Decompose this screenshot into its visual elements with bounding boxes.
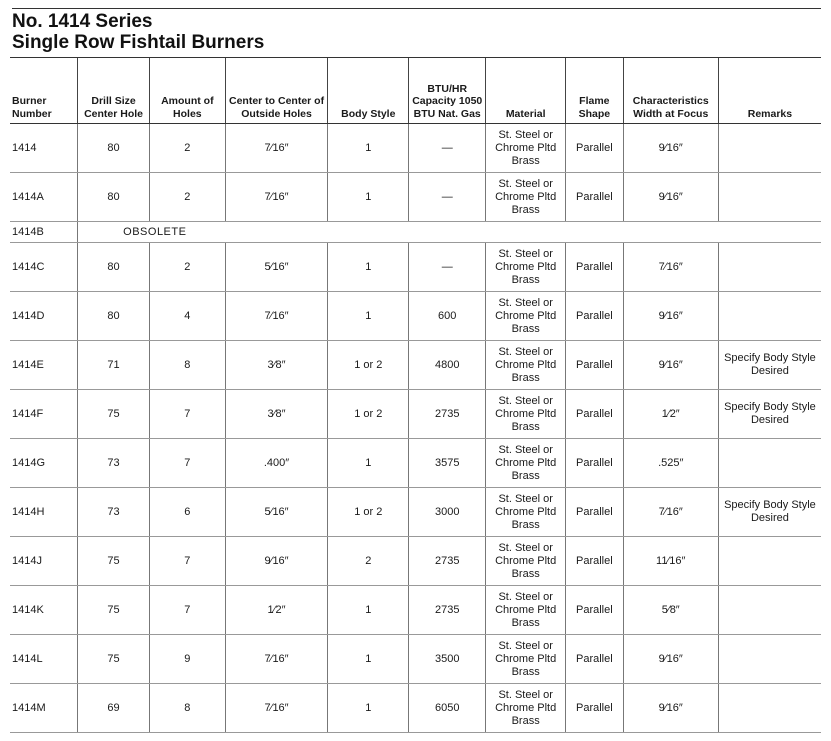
cell-flame-shape: Parallel bbox=[566, 292, 623, 341]
cell-btu-capacity: — bbox=[409, 124, 486, 173]
cell-flame-shape: Parallel bbox=[566, 173, 623, 222]
cell-center-to-center: 9⁄16″ bbox=[225, 537, 328, 586]
header-btu: BTU/HR Capacity 1050 BTU Nat. Gas bbox=[409, 58, 486, 124]
header-amount-holes: Amount of Holes bbox=[149, 58, 225, 124]
cell-remarks: Specify Body Style Desired bbox=[718, 390, 821, 439]
cell-amount-holes: 6 bbox=[149, 488, 225, 537]
cell-drill-size: 80 bbox=[78, 292, 150, 341]
cell-material: St. Steel or Chrome Pltd Brass bbox=[486, 537, 566, 586]
cell-burner-number: 1414F bbox=[10, 390, 78, 439]
cell-material: St. Steel or Chrome Pltd Brass bbox=[486, 173, 566, 222]
header-width-focus: Characteristics Width at Focus bbox=[623, 58, 718, 124]
cell-amount-holes: 8 bbox=[149, 684, 225, 733]
cell-body-style: 1 bbox=[328, 439, 409, 488]
cell-flame-shape: Parallel bbox=[566, 390, 623, 439]
cell-body-style: 1 bbox=[328, 586, 409, 635]
cell-burner-number: 1414L bbox=[10, 635, 78, 684]
cell-body-style: 1 bbox=[328, 124, 409, 173]
cell-width-at-focus: 1⁄2″ bbox=[623, 390, 718, 439]
cell-amount-holes: 7 bbox=[149, 439, 225, 488]
cell-body-style: 1 or 2 bbox=[328, 390, 409, 439]
cell-width-at-focus: 11⁄16″ bbox=[623, 537, 718, 586]
cell-drill-size: 80 bbox=[78, 173, 150, 222]
table-row bbox=[10, 173, 821, 222]
obsolete-note: OBSOLETE bbox=[78, 222, 821, 243]
cell-center-to-center: 7⁄16″ bbox=[225, 173, 328, 222]
cell-body-style: 1 or 2 bbox=[328, 488, 409, 537]
cell-body-style: 2 bbox=[328, 537, 409, 586]
cell-material: St. Steel or Chrome Pltd Brass bbox=[486, 390, 566, 439]
cell-flame-shape: Parallel bbox=[566, 439, 623, 488]
cell-drill-size: 75 bbox=[78, 390, 150, 439]
cell-drill-size: 80 bbox=[78, 124, 150, 173]
cell-material: St. Steel or Chrome Pltd Brass bbox=[486, 684, 566, 733]
cell-flame-shape: Parallel bbox=[566, 124, 623, 173]
table-row bbox=[10, 439, 821, 488]
cell-burner-number: 1414D bbox=[10, 292, 78, 341]
header-burner-number: Burner Number bbox=[10, 58, 78, 124]
cell-width-at-focus: 9⁄16″ bbox=[623, 292, 718, 341]
cell-material: St. Steel or Chrome Pltd Brass bbox=[486, 488, 566, 537]
table-row bbox=[10, 341, 821, 390]
cell-amount-holes: 2 bbox=[149, 173, 225, 222]
cell-center-to-center: 3⁄8″ bbox=[225, 341, 328, 390]
cell-drill-size: 75 bbox=[78, 537, 150, 586]
cell-amount-holes: 7 bbox=[149, 537, 225, 586]
cell-btu-capacity: 2735 bbox=[409, 390, 486, 439]
cell-burner-number: 1414B bbox=[10, 222, 78, 243]
cell-amount-holes: 2 bbox=[149, 124, 225, 173]
table-row bbox=[10, 488, 821, 537]
cell-remarks: Specify Body Style Desired bbox=[718, 341, 821, 390]
cell-amount-holes: 7 bbox=[149, 390, 225, 439]
cell-burner-number: 1414G bbox=[10, 439, 78, 488]
cell-width-at-focus: 9⁄16″ bbox=[623, 684, 718, 733]
cell-material: St. Steel or Chrome Pltd Brass bbox=[486, 243, 566, 292]
cell-body-style: 1 bbox=[328, 684, 409, 733]
cell-width-at-focus: .525″ bbox=[623, 439, 718, 488]
cell-btu-capacity: 2735 bbox=[409, 586, 486, 635]
page-title bbox=[12, 11, 264, 53]
cell-width-at-focus: 9⁄16″ bbox=[623, 173, 718, 222]
cell-material: St. Steel or Chrome Pltd Brass bbox=[486, 439, 566, 488]
header-material: Material bbox=[486, 58, 566, 124]
cell-center-to-center: 3⁄8″ bbox=[225, 390, 328, 439]
cell-body-style: 1 bbox=[328, 292, 409, 341]
cell-btu-capacity: 3500 bbox=[409, 635, 486, 684]
cell-flame-shape: Parallel bbox=[566, 537, 623, 586]
cell-body-style: 1 bbox=[328, 635, 409, 684]
cell-remarks bbox=[718, 292, 821, 341]
cell-flame-shape: Parallel bbox=[566, 341, 623, 390]
cell-burner-number: 1414H bbox=[10, 488, 78, 537]
cell-flame-shape: Parallel bbox=[566, 684, 623, 733]
cell-flame-shape: Parallel bbox=[566, 586, 623, 635]
cell-width-at-focus: 5⁄8″ bbox=[623, 586, 718, 635]
cell-btu-capacity: 2735 bbox=[409, 537, 486, 586]
cell-btu-capacity: 4800 bbox=[409, 341, 486, 390]
cell-drill-size: 71 bbox=[78, 341, 150, 390]
cell-btu-capacity: — bbox=[409, 243, 486, 292]
cell-center-to-center: 5⁄16″ bbox=[225, 243, 328, 292]
table-row bbox=[10, 390, 821, 439]
table-row bbox=[10, 586, 821, 635]
table-row bbox=[10, 124, 821, 173]
table-row bbox=[10, 635, 821, 684]
cell-width-at-focus: 9⁄16″ bbox=[623, 635, 718, 684]
header-body-style: Body Style bbox=[328, 58, 409, 124]
title-line-1: No. 1414 Series bbox=[12, 11, 153, 32]
cell-width-at-focus: 9⁄16″ bbox=[623, 124, 718, 173]
cell-material: St. Steel or Chrome Pltd Brass bbox=[486, 341, 566, 390]
title-line-2: Single Row Fishtail Burners bbox=[12, 32, 265, 53]
table-row bbox=[10, 243, 821, 292]
table-row bbox=[10, 537, 821, 586]
cell-body-style: 1 bbox=[328, 243, 409, 292]
cell-burner-number: 1414J bbox=[10, 537, 78, 586]
cell-amount-holes: 7 bbox=[149, 586, 225, 635]
cell-burner-number: 1414C bbox=[10, 243, 78, 292]
header-remarks: Remarks bbox=[718, 58, 821, 124]
cell-remarks bbox=[718, 243, 821, 292]
cell-material: St. Steel or Chrome Pltd Brass bbox=[486, 586, 566, 635]
cell-width-at-focus: 7⁄16″ bbox=[623, 488, 718, 537]
cell-flame-shape: Parallel bbox=[566, 243, 623, 292]
cell-btu-capacity: 3575 bbox=[409, 439, 486, 488]
cell-material: St. Steel or Chrome Pltd Brass bbox=[486, 124, 566, 173]
cell-remarks bbox=[718, 684, 821, 733]
cell-body-style: 1 bbox=[328, 173, 409, 222]
cell-center-to-center: 5⁄16″ bbox=[225, 488, 328, 537]
cell-amount-holes: 8 bbox=[149, 341, 225, 390]
cell-btu-capacity: 6050 bbox=[409, 684, 486, 733]
header-row bbox=[10, 58, 821, 124]
cell-burner-number: 1414M bbox=[10, 684, 78, 733]
cell-center-to-center: 7⁄16″ bbox=[225, 124, 328, 173]
table-row bbox=[10, 292, 821, 341]
cell-drill-size: 69 bbox=[78, 684, 150, 733]
cell-burner-number: 1414A bbox=[10, 173, 78, 222]
table-row bbox=[10, 684, 821, 733]
cell-remarks bbox=[718, 124, 821, 173]
cell-material: St. Steel or Chrome Pltd Brass bbox=[486, 292, 566, 341]
cell-width-at-focus: 7⁄16″ bbox=[623, 243, 718, 292]
cell-remarks bbox=[718, 586, 821, 635]
cell-center-to-center: .400″ bbox=[225, 439, 328, 488]
cell-remarks bbox=[718, 439, 821, 488]
cell-width-at-focus: 9⁄16″ bbox=[623, 341, 718, 390]
cell-btu-capacity: 600 bbox=[409, 292, 486, 341]
cell-drill-size: 75 bbox=[78, 635, 150, 684]
header-center-outside: Center to Center of Outside Holes bbox=[225, 58, 328, 124]
cell-drill-size: 75 bbox=[78, 586, 150, 635]
cell-center-to-center: 7⁄16″ bbox=[225, 684, 328, 733]
cell-burner-number: 1414K bbox=[10, 586, 78, 635]
cell-drill-size: 73 bbox=[78, 488, 150, 537]
cell-amount-holes: 2 bbox=[149, 243, 225, 292]
cell-flame-shape: Parallel bbox=[566, 488, 623, 537]
cell-remarks bbox=[718, 173, 821, 222]
cell-center-to-center: 7⁄16″ bbox=[225, 292, 328, 341]
cell-burner-number: 1414 bbox=[10, 124, 78, 173]
cell-drill-size: 80 bbox=[78, 243, 150, 292]
cell-body-style: 1 or 2 bbox=[328, 341, 409, 390]
cell-remarks bbox=[718, 635, 821, 684]
cell-burner-number: 1414E bbox=[10, 341, 78, 390]
cell-center-to-center: 1⁄2″ bbox=[225, 586, 328, 635]
cell-drill-size: 73 bbox=[78, 439, 150, 488]
top-rule bbox=[12, 8, 821, 9]
cell-flame-shape: Parallel bbox=[566, 635, 623, 684]
cell-amount-holes: 4 bbox=[149, 292, 225, 341]
table-row-obsolete bbox=[10, 222, 821, 243]
cell-btu-capacity: 3000 bbox=[409, 488, 486, 537]
header-flame-shape: Flame Shape bbox=[566, 58, 623, 124]
cell-center-to-center: 7⁄16″ bbox=[225, 635, 328, 684]
burner-spec-table bbox=[10, 57, 821, 733]
header-drill-size: Drill Size Center Hole bbox=[78, 58, 150, 124]
cell-material: St. Steel or Chrome Pltd Brass bbox=[486, 635, 566, 684]
cell-amount-holes: 9 bbox=[149, 635, 225, 684]
cell-remarks bbox=[718, 537, 821, 586]
cell-remarks: Specify Body Style Desired bbox=[718, 488, 821, 537]
cell-btu-capacity: — bbox=[409, 173, 486, 222]
